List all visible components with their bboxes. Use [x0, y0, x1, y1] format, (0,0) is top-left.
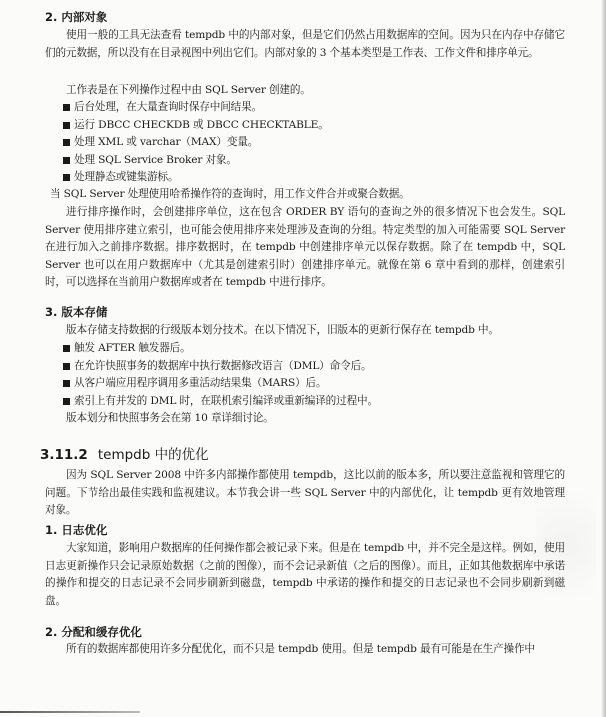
bullet-square-icon	[63, 398, 70, 405]
heading-version-store: 3. 版本存储	[45, 305, 108, 319]
paragraph-optimization-intro: 因为 SQL Server 2008 中许多内部操作都使用 tempdb，这比以前的版本多，所以要注意监视和管理它的问题。下节给出最佳实践和监视建议。本节我会讲一些 SQL Server 中的内部优化，让 tempdb 更有效地管理对象。	[45, 469, 565, 517]
heading-logging-optimization: 1. 日志优化	[45, 523, 108, 537]
bullet-list-version-store	[40, 340, 560, 410]
bullet-list-worktable	[40, 99, 560, 187]
page-bottom-rule	[0, 711, 140, 713]
list-item: 处理 XML 或 varchar（MAX）变量。	[40, 134, 560, 152]
list-item: 后台处理，在大量查询时保存中间结果。	[40, 99, 560, 117]
heading-internal-objects: 2. 内部对象	[45, 10, 108, 24]
bullet-square-icon	[63, 139, 70, 146]
paragraph-sort-unit: 进行排序操作时，会创建排序单位，这在包含 ORDER BY 语句的查询之外的很多情况下也会发生。SQL Server 使用排序建立索引，也可能会使用排序来处理涉及查询的分组。特定类型的加入可能需要 SQL Server 在进行加入之前排序数据。排序数据时，在 tempdb 中创建排序单元以保存数据。除了在 tempdb 中，SQL Server 也可以在用户数据库中（尤其是创建索引时）创建排序单元。就像在第 6 章中看到的那样，创建索引时，可以选择在当前用户数据库或者在 tempdb 中进行排序。	[45, 206, 565, 289]
paragraph-allocation-caching-optimization: 所有的数据库都使用许多分配优化，而不只是 tempdb 使用。但是 tempdb 最有可能是在生产操作中	[66, 643, 535, 655]
list-item: 从客户端应用程序调用多重活动结果集（MARS）后。	[40, 375, 560, 393]
paragraph-logging-optimization: 大家知道，影响用户数据库的任何操作都会被记录下来。但是在 tempdb 中，并不完全是这样。例如，使用日志更新操作只会记录原始数据（之前的图像），而不会记录新值（之后的图像）。而且，正如其他数据库中承诺的操作和提交的日志记录不会同步刷新到磁盘，tempdb 中承诺的操作和提交的日志记录也不会同步刷新到磁盘。	[45, 542, 565, 607]
section-title: tempdb 中的优化	[97, 447, 209, 463]
section-number: 3.11.2	[40, 447, 88, 463]
bullet-square-icon	[63, 174, 70, 181]
list-item: 处理 SQL Service Broker 对象。	[40, 152, 560, 170]
heading-allocation-caching-optimization: 2. 分配和缓存优化	[45, 625, 142, 639]
bullet-square-icon	[63, 380, 70, 387]
paragraph-version-store-outro: 版本划分和快照事务会在第 10 章详细讨论。	[66, 412, 274, 424]
bullet-square-icon	[63, 157, 70, 164]
bullet-square-icon	[63, 345, 70, 352]
paragraph-worktable-intro: 工作表是在下列操作过程中由 SQL Server 创建的。	[66, 84, 311, 96]
bullet-square-icon	[63, 122, 70, 129]
list-item: 触发 AFTER 触发器后。	[40, 340, 560, 358]
paragraph-version-store-intro: 版本存储支持数据的行级版本划分技术。在以下情况下，旧版本的更新行保存在 tempdb 中。	[66, 324, 499, 336]
list-item: 处理静态或键集游标。	[40, 169, 560, 187]
list-item: 在允许快照事务的数据库中执行数据修改语言（DML）命令后。	[40, 358, 560, 376]
paragraph-workfile: 当 SQL Server 处理使用哈希操作符的查询时，用工作文件合并或聚合数据。	[50, 188, 410, 200]
scan-watermark	[536, 470, 596, 620]
list-item: 索引上有并发的 DML 时，在联机索引编译或重新编译的过程中。	[40, 393, 560, 411]
paragraph-internal-objects-intro: 使用一般的工具无法查看 tempdb 中的内部对象，但是它们仍然占用数据库的空间。因为只在内存中存储它们的元数据，所以没有在目录视图中列出它们。内部对象的 3 个基本类型是工作表、工作文件和排序单元。	[45, 29, 565, 59]
list-item: 运行 DBCC CHECKDB 或 DBCC CHECKTABLE。	[40, 117, 560, 135]
bullet-square-icon	[63, 363, 70, 370]
section-heading-3-11-2	[40, 446, 560, 464]
bullet-square-icon	[63, 104, 70, 111]
